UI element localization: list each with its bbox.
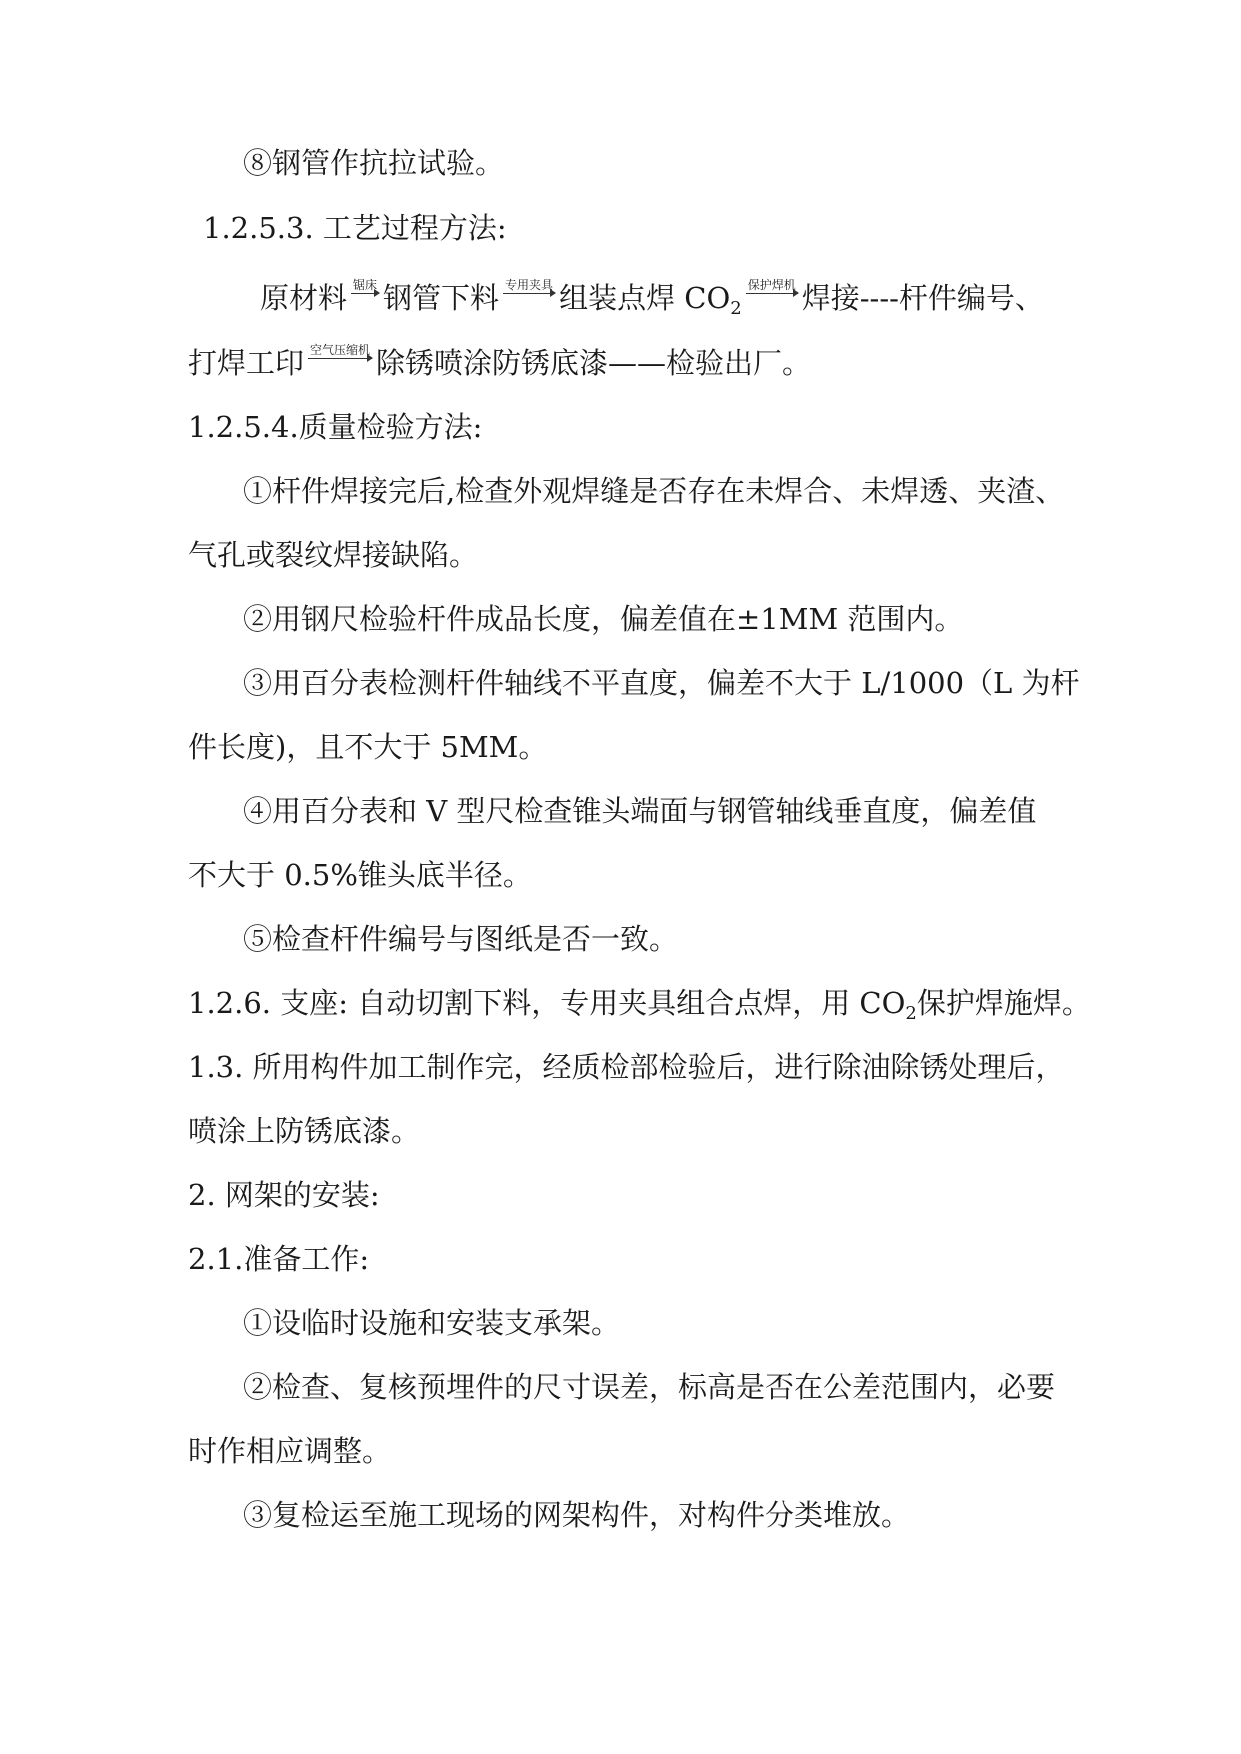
paragraph-line: ③复检运至施工现场的网架构件，对构件分类堆放。 xyxy=(243,1498,911,1532)
paragraph-line: ⑧钢管作抗拉试验。 xyxy=(243,146,505,180)
flow-step: 钢管下料 xyxy=(383,281,500,315)
text-run: 保护焊施焊。 xyxy=(916,986,1091,1020)
flow-arrow-label: 保护焊机 xyxy=(747,278,796,292)
paragraph-line: ①杆件焊接完后,检查外观焊缝是否存在未焊合、未焊透、夹渣、 xyxy=(243,474,1065,508)
section-heading: 2.1.准备工作: xyxy=(188,1242,370,1276)
paragraph-line: ②用钢尺检验杆件成品长度，偏差值在±1MM 范围内。 xyxy=(243,602,964,636)
paragraph-line: 喷涂上防锈底漆。 xyxy=(188,1114,421,1148)
section-heading: 1.2.5.3. 工艺过程方法: xyxy=(203,211,507,245)
paragraph-line: 1.3. 所用构件加工制作完，经质检部检验后，进行除油除锈处理后， xyxy=(188,1050,1065,1084)
paragraph-line xyxy=(188,983,1091,1023)
flow-step: 除锈喷涂防锈底漆——检验出厂。 xyxy=(376,346,812,380)
paragraph-line: ④用百分表和 V 型尺检查锥头端面与钢管轴线垂直度，偏差值 xyxy=(243,794,1037,828)
paragraph-line: 时作相应调整。 xyxy=(188,1434,392,1468)
process-flow-line xyxy=(260,278,1044,318)
subscript: 2 xyxy=(905,1003,917,1024)
flow-step: 焊接----杆件编号、 xyxy=(801,281,1044,315)
process-flow-line xyxy=(188,343,811,383)
flow-arrow-label: 空气压缩机 xyxy=(310,343,371,357)
flow-step: 组装点焊 CO xyxy=(559,281,731,315)
flow-arrow-label: 锯床 xyxy=(353,278,378,292)
flow-arrow-label: 专用夹具 xyxy=(505,278,554,292)
paragraph-line: ③用百分表检测杆件轴线不平直度，偏差不大于 L/1000（L 为杆 xyxy=(243,666,1080,700)
section-heading: 1.2.5.4.质量检验方法: xyxy=(188,410,483,444)
text-run: 1.2.6. 支座: 自动切割下料，专用夹具组合点焊，用 CO xyxy=(188,986,906,1020)
flow-step: 打焊工印 xyxy=(188,346,305,380)
section-heading: 2. 网架的安装: xyxy=(188,1178,380,1212)
subscript: 2 xyxy=(730,298,742,319)
paragraph-line: ①设临时设施和安装支承架。 xyxy=(243,1306,621,1340)
flow-step: 原材料 xyxy=(260,281,348,315)
paragraph-line: ②检查、复核预埋件的尺寸误差，标高是否在公差范围内，必要 xyxy=(243,1370,1056,1404)
paragraph-line: 不大于 0.5%锥头底半径。 xyxy=(188,858,532,892)
paragraph-line: 气孔或裂纹焊接缺陷。 xyxy=(188,538,479,572)
paragraph-line: ⑤检查杆件编号与图纸是否一致。 xyxy=(243,922,679,956)
paragraph-line: 件长度)，且不大于 5MM。 xyxy=(188,730,548,764)
